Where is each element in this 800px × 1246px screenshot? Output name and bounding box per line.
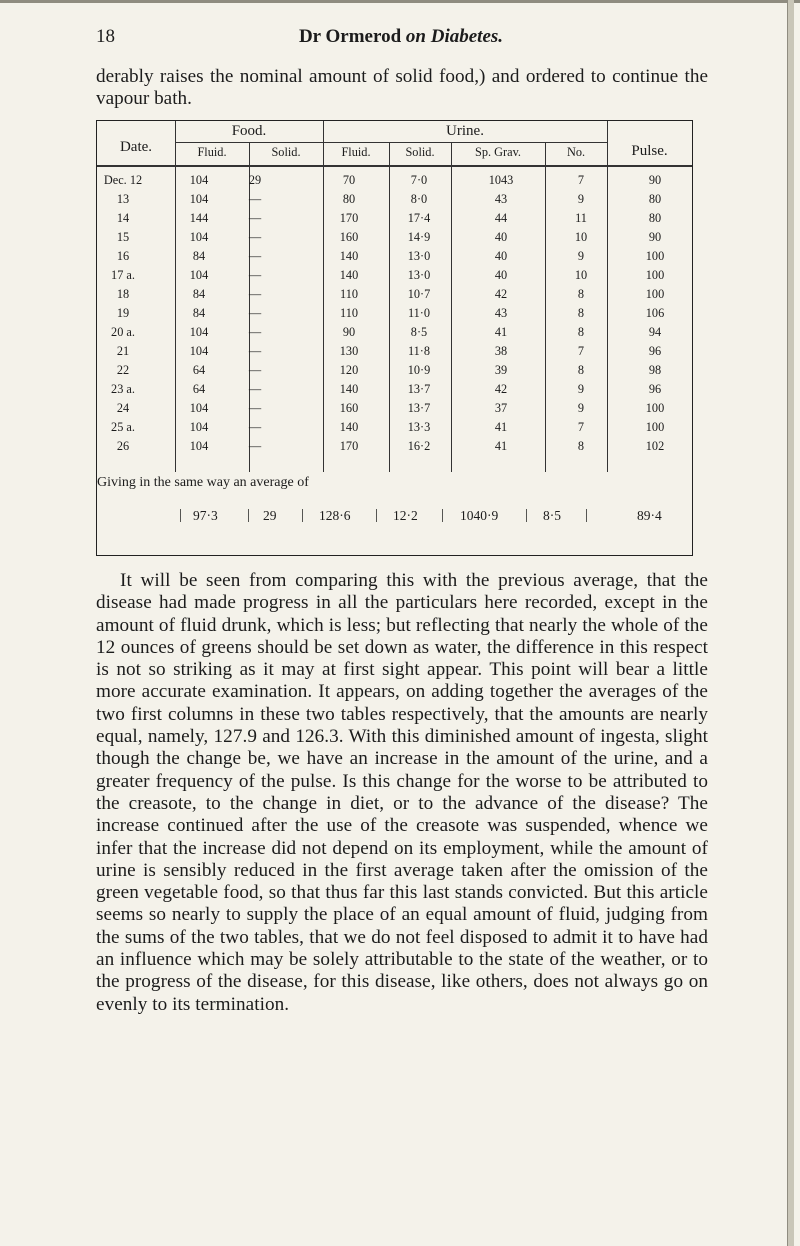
average-sp-grav: 1040·9 xyxy=(460,508,499,523)
table-row xyxy=(97,248,692,266)
page-edge-right xyxy=(787,0,794,1246)
header-rule-upper xyxy=(175,142,607,143)
body-paragraph: It will be seen from comparing this with the previous average, that the disease had made progress in all the particulars here recorded, except in the amount of fluid drunk, which is less; but reflecting that nearly the whole of the 12 ounces of greens should be set down as water, the difference in this respect is not so striking as it may at first sight appear. This point will bear a little more accurate examination. It appears, on adding together the averages of the two first columns in these two tables respectively, that the amounts are nearly equal, namely, 127.9 and 126.3. With this diminished amount of ingesta, slight though the change be, we have an increase in the amount of the urine, and a greater frequency of the pulse. Is this change for the worse to be attributed to the creasote, to the change in diet, or to the advance of the disease? The increase continued after the use of the creasote was suspended, whence we infer that the increase did not depend on its employment, while the amount of urine is sensibly reduced in the first average taken after the omission of the green vegetable food, so that thus far this last stands convicted. But this article seems so nearly to supply the place of an equal amount of fluid, judging from the sums of the two tables, that we do not feel disposed to admit it to have had an influence which may be solely attributable to the state of the weather, or to the progress of the disease, for this disease, like others, does not always go on evenly to its termination. xyxy=(96,570,708,1015)
cell-sp-grav: 41 xyxy=(494,420,508,434)
cell-urine-no: 9 xyxy=(577,249,585,263)
average-separator: | xyxy=(301,507,305,523)
average-separator: | xyxy=(585,507,589,523)
average-row xyxy=(97,508,692,526)
cell-food-solid: — xyxy=(248,249,262,263)
cell-food-fluid: 84 xyxy=(192,306,206,320)
cell-sp-grav: 41 xyxy=(494,325,508,339)
table-row xyxy=(97,381,692,399)
cell-pulse: 106 xyxy=(645,306,665,320)
cell-urine-solid: 13·0 xyxy=(407,249,431,263)
cell-food-fluid: 104 xyxy=(189,401,209,415)
cell-urine-no: 7 xyxy=(577,173,585,187)
cell-pulse: 100 xyxy=(645,249,665,263)
cell-urine-solid: 7·0 xyxy=(410,173,428,187)
cell-pulse: 100 xyxy=(645,420,665,434)
cell-date: 23 a. xyxy=(111,382,135,396)
table-row xyxy=(97,305,692,323)
cell-date: 15 xyxy=(116,230,130,244)
cell-food-solid: — xyxy=(248,211,262,225)
cell-urine-solid: 17·4 xyxy=(407,211,431,225)
cell-food-fluid: 104 xyxy=(189,344,209,358)
table-row xyxy=(97,172,692,190)
cell-pulse: 100 xyxy=(645,268,665,282)
cell-date: 14 xyxy=(116,211,130,225)
cell-urine-fluid: 90 xyxy=(342,325,356,339)
subheader-food-solid: Solid. xyxy=(271,145,301,159)
cell-sp-grav: 43 xyxy=(494,192,508,206)
cell-sp-grav: 40 xyxy=(494,230,508,244)
cell-pulse: 100 xyxy=(645,401,665,415)
cell-urine-solid: 13·7 xyxy=(407,401,431,415)
cell-food-fluid: 64 xyxy=(192,382,206,396)
cell-urine-no: 7 xyxy=(577,344,585,358)
cell-food-solid: — xyxy=(248,382,262,396)
cell-food-solid: — xyxy=(248,268,262,282)
cell-food-solid: — xyxy=(248,401,262,415)
cell-date: 24 xyxy=(116,401,130,415)
running-title xyxy=(96,26,706,48)
average-urine-no: 8·5 xyxy=(543,508,561,523)
cell-sp-grav: 44 xyxy=(494,211,508,225)
average-urine-solid: 12·2 xyxy=(393,508,418,523)
subheader-urine-solid: Solid. xyxy=(405,145,435,159)
average-caption: Giving in the same way an average of xyxy=(97,475,309,490)
cell-date: 16 xyxy=(116,249,130,263)
header-rule-lower xyxy=(97,165,692,167)
header-date: Date. xyxy=(119,139,153,155)
cell-urine-no: 11 xyxy=(575,211,587,225)
cell-date: 22 xyxy=(116,363,130,377)
average-separator: | xyxy=(525,507,529,523)
cell-urine-solid: 10·7 xyxy=(407,287,431,301)
cell-urine-fluid: 170 xyxy=(339,211,359,225)
cell-urine-no: 7 xyxy=(577,420,585,434)
table-row xyxy=(97,362,692,380)
average-separator: | xyxy=(179,507,183,523)
cell-food-solid: — xyxy=(248,420,262,434)
table-row xyxy=(97,324,692,342)
cell-urine-fluid: 120 xyxy=(339,363,359,377)
cell-urine-solid: 11·0 xyxy=(407,306,431,320)
cell-pulse: 90 xyxy=(648,230,662,244)
cell-urine-fluid: 170 xyxy=(339,439,359,453)
cell-date: 18 xyxy=(116,287,130,301)
cell-date: 21 xyxy=(116,344,130,358)
cell-urine-no: 8 xyxy=(577,439,585,453)
running-title-book: Diabetes. xyxy=(425,26,504,47)
cell-date: 13 xyxy=(116,192,130,206)
cell-sp-grav: 37 xyxy=(494,401,508,415)
cell-food-fluid: 84 xyxy=(192,287,206,301)
cell-sp-grav: 1043 xyxy=(488,173,514,187)
cell-urine-fluid: 130 xyxy=(339,344,359,358)
cell-urine-no: 9 xyxy=(577,192,585,206)
page-edge-top xyxy=(0,0,800,3)
header-pulse: Pulse. xyxy=(631,143,668,159)
cell-food-fluid: 104 xyxy=(189,268,209,282)
cell-urine-fluid: 160 xyxy=(339,401,359,415)
cell-pulse: 80 xyxy=(648,211,662,225)
header-food: Food. xyxy=(231,123,267,139)
cell-sp-grav: 40 xyxy=(494,268,508,282)
cell-date: 26 xyxy=(116,439,130,453)
cell-pulse: 94 xyxy=(648,325,662,339)
cell-food-fluid: 104 xyxy=(189,192,209,206)
subheader-sp-grav: Sp. Grav. xyxy=(475,145,521,159)
table-row xyxy=(97,419,692,437)
cell-urine-fluid: 80 xyxy=(342,192,356,206)
cell-urine-fluid: 140 xyxy=(339,268,359,282)
cell-pulse: 90 xyxy=(648,173,662,187)
running-title-author: Dr Ormerod xyxy=(298,26,406,47)
running-header xyxy=(96,26,706,50)
cell-food-solid: — xyxy=(248,230,262,244)
cell-sp-grav: 38 xyxy=(494,344,508,358)
cell-sp-grav: 39 xyxy=(494,363,508,377)
cell-urine-no: 9 xyxy=(577,382,585,396)
cell-urine-solid: 10·9 xyxy=(407,363,431,377)
table-row xyxy=(97,438,692,456)
data-table xyxy=(96,120,693,556)
cell-urine-solid: 14·9 xyxy=(407,230,431,244)
running-title-on: on xyxy=(405,26,426,47)
cell-food-solid: — xyxy=(248,344,262,358)
cell-urine-solid: 13·3 xyxy=(407,420,431,434)
cell-food-solid: — xyxy=(248,363,262,377)
cell-food-fluid: 104 xyxy=(189,173,209,187)
page-number: 18 xyxy=(96,26,115,47)
table-row xyxy=(97,267,692,285)
cell-pulse: 96 xyxy=(648,382,662,396)
cell-urine-solid: 13·7 xyxy=(407,382,431,396)
cell-urine-fluid: 160 xyxy=(339,230,359,244)
average-food-fluid: 97·3 xyxy=(193,508,218,523)
subheader-food-fluid: Fluid. xyxy=(197,145,227,159)
cell-urine-fluid: 140 xyxy=(339,382,359,396)
cell-urine-fluid: 110 xyxy=(340,306,358,320)
cell-food-solid: — xyxy=(248,306,262,320)
cell-sp-grav: 42 xyxy=(494,287,508,301)
subheader-urine-no: No. xyxy=(566,145,586,159)
cell-urine-no: 8 xyxy=(577,325,585,339)
cell-food-fluid: 104 xyxy=(189,420,209,434)
cell-urine-solid: 8·0 xyxy=(410,192,428,206)
cell-food-fluid: 84 xyxy=(192,249,206,263)
header-urine: Urine. xyxy=(446,123,484,139)
cell-sp-grav: 41 xyxy=(494,439,508,453)
cell-urine-solid: 8·5 xyxy=(410,325,428,339)
cell-pulse: 100 xyxy=(645,287,665,301)
cell-food-solid: 29 xyxy=(248,173,262,187)
cell-food-solid: — xyxy=(248,192,262,206)
cell-urine-no: 8 xyxy=(577,363,585,377)
average-food-solid: 29 xyxy=(263,508,277,523)
cell-pulse: 96 xyxy=(648,344,662,358)
table-row xyxy=(97,210,692,228)
cell-date: 19 xyxy=(116,306,130,320)
cell-food-fluid: 64 xyxy=(192,363,206,377)
intro-paragraph: derably raises the nominal amount of solid food,) and ordered to continue the vapour bath. xyxy=(96,66,708,110)
cell-urine-no: 10 xyxy=(574,230,588,244)
cell-urine-fluid: 70 xyxy=(342,173,356,187)
cell-urine-fluid: 140 xyxy=(339,420,359,434)
cell-urine-no: 8 xyxy=(577,306,585,320)
table-row xyxy=(97,400,692,418)
cell-food-fluid: 104 xyxy=(189,439,209,453)
cell-food-solid: — xyxy=(248,439,262,453)
cell-food-fluid: 104 xyxy=(189,325,209,339)
cell-sp-grav: 43 xyxy=(494,306,508,320)
cell-date: 25 a. xyxy=(111,420,135,434)
cell-pulse: 98 xyxy=(648,363,662,377)
average-separator: | xyxy=(247,507,251,523)
average-separator: | xyxy=(441,507,445,523)
cell-urine-no: 10 xyxy=(574,268,588,282)
cell-urine-no: 8 xyxy=(577,287,585,301)
cell-urine-fluid: 110 xyxy=(340,287,358,301)
cell-sp-grav: 42 xyxy=(494,382,508,396)
table-row xyxy=(97,286,692,304)
cell-date: Dec. 12 xyxy=(103,173,143,187)
cell-date: 20 a. xyxy=(111,325,135,339)
subheader-urine-fluid: Fluid. xyxy=(341,145,371,159)
cell-date: 17 a. xyxy=(111,268,135,282)
cell-urine-no: 9 xyxy=(577,401,585,415)
cell-urine-fluid: 140 xyxy=(339,249,359,263)
cell-pulse: 102 xyxy=(645,439,665,453)
table-row xyxy=(97,229,692,247)
table-row xyxy=(97,191,692,209)
cell-food-fluid: 144 xyxy=(189,211,209,225)
average-urine-fluid: 128·6 xyxy=(319,508,351,523)
cell-sp-grav: 40 xyxy=(494,249,508,263)
cell-food-solid: — xyxy=(248,325,262,339)
table-row xyxy=(97,343,692,361)
average-pulse: 89·4 xyxy=(637,508,662,523)
cell-urine-solid: 13·0 xyxy=(407,268,431,282)
average-separator: | xyxy=(375,507,379,523)
cell-food-fluid: 104 xyxy=(189,230,209,244)
cell-urine-solid: 16·2 xyxy=(407,439,431,453)
cell-pulse: 80 xyxy=(648,192,662,206)
cell-food-solid: — xyxy=(248,287,262,301)
cell-urine-solid: 11·8 xyxy=(407,344,431,358)
